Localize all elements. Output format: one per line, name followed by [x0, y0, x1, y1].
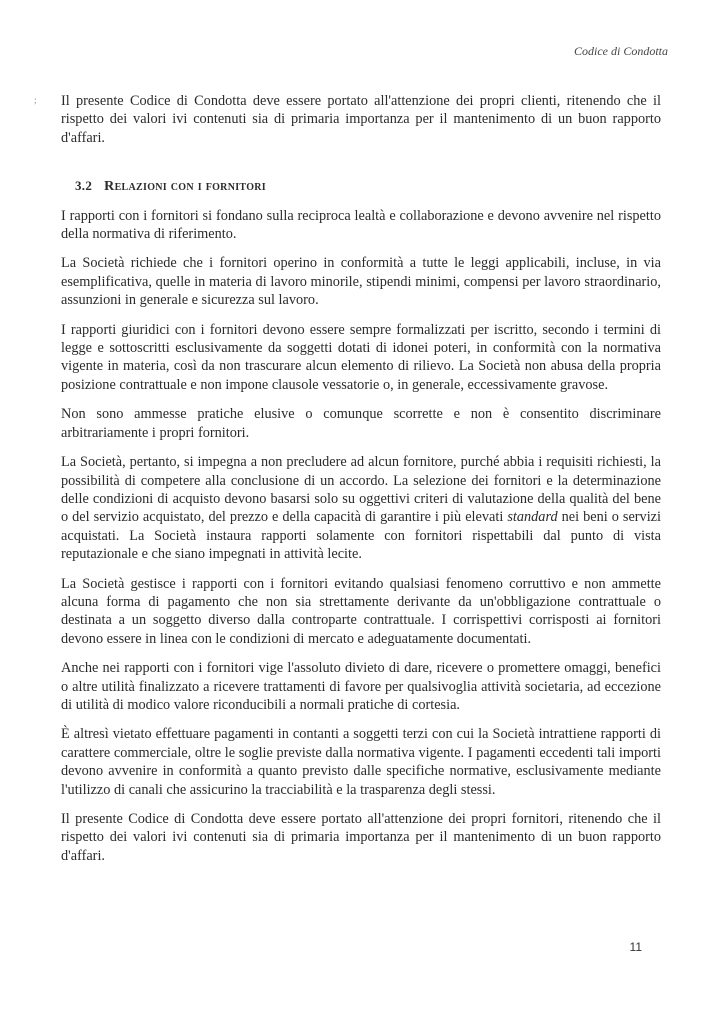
paragraph: Non sono ammesse pratiche elusive o comunque scorrette e non è consentito discriminare arbitrariamente i propri fornitori. [61, 406, 661, 441]
section-number: 3.2 [75, 178, 93, 194]
page-number: 11 [629, 940, 642, 954]
section-title: Relazioni con i fornitori [104, 179, 266, 195]
running-header: Codice di Condotta [574, 44, 668, 58]
paragraph: I rapporti con i fornitori si fondano sulla reciproca lealtà e collaborazione e devono avvenire nel rispetto della normativa di riferimento. [61, 207, 661, 243]
paragraph: La Società richiede che i fornitori operino in conformità a tutte le leggi applicabili, incluse, in via esemplificativa, quelle in materia di lavoro minorile, stipendi minimi, compensi per lavoro straordinario, assunzioni in generale e sicurezza sul lavoro. [61, 255, 661, 309]
section-heading [61, 177, 661, 196]
paragraph: La Società gestisce i rapporti con i fornitori evitando qualsiasi fenomeno corruttivo e non ammette alcuna forma di pagamento che non sia strettamente derivante da un'obbligazione contrattuale o destinata a un soggetto diverso dalla controparte contrattuale. I corrispettivi corrisposti ai fornitori devono essere in linea con le condizioni di mercato e adeguatamente documentati. [61, 575, 661, 647]
text-run: nei beni o servizi acquistati. La Società instaura rapporti solamente con fornitori rispettabili dal punto di vista reputazionale e che siano impegnati in attività lecite. [61, 509, 661, 563]
text-run: La Società, pertanto, si impegna a non precludere ad alcun fornitore, purché abbia i requisiti richiesti, la possibilità di competere alla conclusione di un accordo. La selezione dei fornitori e la determinazione delle condizioni di acquisto devono basarsi solo su oggettivi criteri di valutazione della qualità del bene o del servizio acquistato, del prezzo e della capacità di garantire i più elevati [61, 454, 661, 526]
paragraph: Anche nei rapporti con i fornitori vige l'assoluto divieto di dare, ricevere o promettere omaggi, benefici o altre utilità finalizzato a ricevere trattamenti di favore per qualsivoglia attività societaria, ad eccezione di utilità di modico valore riconducibili a normali pratiche di cortesia. [61, 660, 661, 713]
paragraph: I rapporti giuridici con i fornitori devono essere sempre formalizzati per iscritto, secondo i termini di legge e sottoscritti esclusivamente da soggetti dotati di idonei poteri, in conformità con la normativa vigente in materia, così da non trascurare alcun elemento di rilievo. La Società non abusa della propria posizione contrattuale e non impone clausole vessatorie o, in generale, eccessivamente gravose. [61, 321, 661, 393]
intro-paragraph: Il presente Codice di Condotta deve essere portato all'attenzione dei propri clienti, ritenendo che il rispetto dei valori ivi contenuti sia di primaria importanza per il mantenimento di un buon rapporto d'affari. [61, 93, 661, 146]
margin-mark: ; [34, 95, 37, 105]
italic-term: standard [507, 509, 558, 526]
page-content [61, 92, 661, 876]
paragraph-supplier-selection [61, 453, 661, 563]
paragraph: È altresì vietato effettuare pagamenti in contanti a soggetti terzi con cui la Società intrattiene rapporti di carattere commerciale, oltre le soglie previste dalla normativa vigente. I pagamenti eccedenti tali importi devono avvenire in conformità a quanto previsto dalle specifiche normative, esclusivamente mediante l'utilizzo di canali che assicurino la tracciabilità e la trasparenza degli stessi. [61, 726, 661, 798]
paragraph: Il presente Codice di Condotta deve essere portato all'attenzione dei propri fornitori, ritenendo che il rispetto dei valori ivi contenuti sia di primaria importanza per il mantenimento di un buon rapporto d'affari. [61, 811, 661, 864]
